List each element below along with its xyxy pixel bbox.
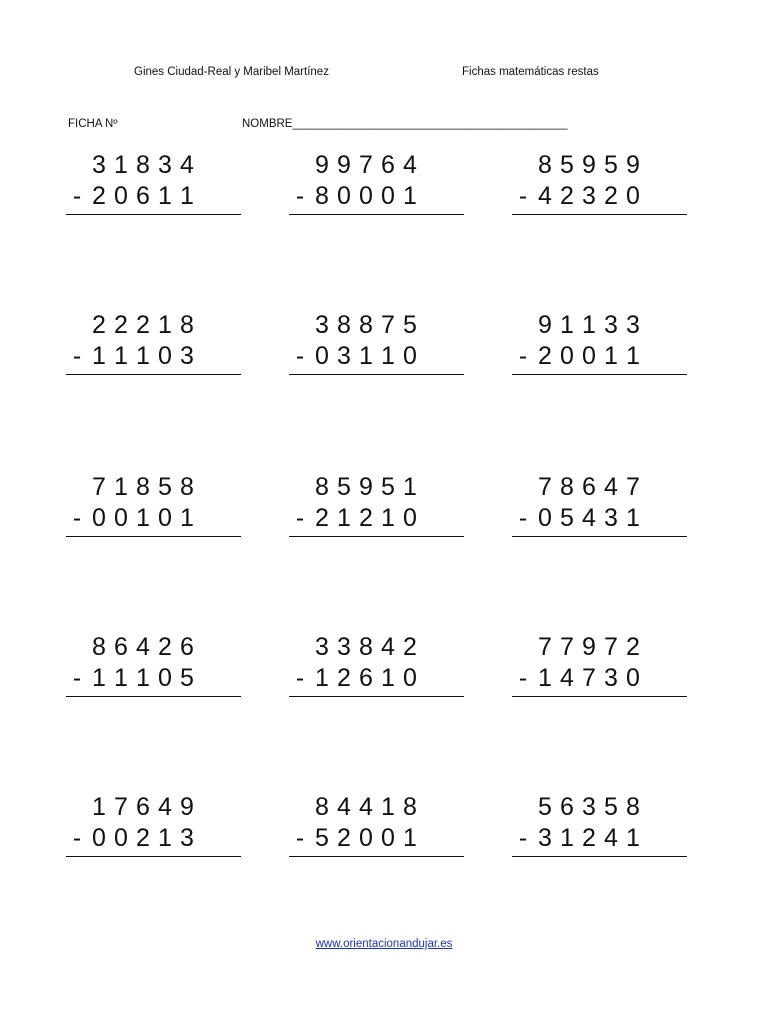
- ficha-number-label: FICHA Nº: [68, 118, 118, 130]
- minus-sign: -: [518, 182, 528, 210]
- digit: 3: [337, 633, 351, 661]
- minuend: [311, 792, 421, 822]
- digit: 7: [92, 473, 106, 501]
- minuend: [534, 632, 644, 662]
- digit: 3: [337, 342, 351, 370]
- digit: 7: [560, 633, 574, 661]
- digit: 7: [538, 473, 552, 501]
- digit: 2: [359, 504, 373, 532]
- subtrahend: [512, 663, 644, 693]
- digit: 0: [114, 504, 128, 532]
- minuend: [88, 472, 198, 502]
- digit: 5: [158, 473, 172, 501]
- digit: 2: [92, 182, 106, 210]
- subtraction-problem: [512, 310, 687, 390]
- digit: 2: [315, 504, 329, 532]
- minus-sign: -: [518, 824, 528, 852]
- digit: 0: [114, 824, 128, 852]
- digit: 1: [158, 824, 172, 852]
- digit: 1: [180, 182, 194, 210]
- digit: 1: [359, 342, 373, 370]
- subtraction-problem: [66, 472, 241, 552]
- answer-line: [512, 536, 687, 537]
- minuend: [534, 792, 644, 822]
- digit: 1: [114, 342, 128, 370]
- digit: 0: [92, 824, 106, 852]
- digit: 0: [626, 182, 640, 210]
- subtrahend: [512, 823, 644, 853]
- minuend: [534, 310, 644, 340]
- answer-line: [512, 214, 687, 215]
- digit: 0: [381, 182, 395, 210]
- digit: 8: [626, 793, 640, 821]
- answer-line: [512, 374, 687, 375]
- minus-sign: -: [295, 824, 305, 852]
- minuend: [534, 150, 644, 180]
- digit: 8: [315, 182, 329, 210]
- subtraction-problem: [289, 310, 464, 390]
- minus-sign: -: [295, 504, 305, 532]
- digit: 1: [114, 151, 128, 179]
- answer-line: [66, 856, 241, 857]
- digit: 0: [337, 182, 351, 210]
- answer-line: [289, 696, 464, 697]
- digit: 7: [381, 311, 395, 339]
- digit: 4: [381, 633, 395, 661]
- digit: 6: [359, 664, 373, 692]
- digit: 3: [158, 151, 172, 179]
- digit: 9: [180, 793, 194, 821]
- digit: 1: [158, 311, 172, 339]
- digit: 3: [626, 311, 640, 339]
- digit: 2: [582, 824, 596, 852]
- digit: 0: [92, 504, 106, 532]
- digit: 4: [582, 504, 596, 532]
- digit: 4: [604, 473, 618, 501]
- digit: 1: [315, 664, 329, 692]
- answer-line: [66, 536, 241, 537]
- answer-line: [289, 536, 464, 537]
- digit: 8: [136, 151, 150, 179]
- digit: 6: [136, 182, 150, 210]
- answer-line: [512, 856, 687, 857]
- minuend: [311, 310, 421, 340]
- subtrahend: [66, 341, 198, 371]
- minuend: [311, 632, 421, 662]
- digit: 3: [180, 342, 194, 370]
- subtraction-problem: [66, 632, 241, 712]
- minus-sign: -: [295, 182, 305, 210]
- minuend: [311, 472, 421, 502]
- digit: 4: [604, 824, 618, 852]
- digit: 1: [136, 342, 150, 370]
- answer-line: [289, 374, 464, 375]
- digit: 1: [403, 473, 417, 501]
- minuend: [88, 632, 198, 662]
- subtrahend: [512, 341, 644, 371]
- digit: 9: [337, 151, 351, 179]
- subtraction-problem: [289, 792, 464, 872]
- subtraction-problem: [66, 150, 241, 230]
- digit: 1: [92, 793, 106, 821]
- answer-line: [289, 856, 464, 857]
- digit: 1: [158, 182, 172, 210]
- digit: 6: [114, 633, 128, 661]
- subtrahend: [512, 181, 644, 211]
- answer-line: [66, 214, 241, 215]
- digit: 4: [158, 793, 172, 821]
- subtraction-problem: [66, 310, 241, 390]
- digit: 0: [158, 342, 172, 370]
- digit: 1: [114, 473, 128, 501]
- subtraction-problem: [289, 472, 464, 552]
- digit: 9: [538, 311, 552, 339]
- digit: 7: [538, 633, 552, 661]
- digit: 8: [92, 633, 106, 661]
- digit: 2: [136, 824, 150, 852]
- digit: 5: [337, 473, 351, 501]
- subtrahend: [66, 823, 198, 853]
- subtraction-problem: [512, 792, 687, 872]
- subtraction-problem: [289, 632, 464, 712]
- digit: 0: [538, 504, 552, 532]
- subtrahend: [289, 341, 421, 371]
- digit: 1: [180, 504, 194, 532]
- digit: 9: [582, 633, 596, 661]
- digit: 1: [403, 182, 417, 210]
- digit: 8: [359, 633, 373, 661]
- digit: 8: [136, 473, 150, 501]
- digit: 8: [403, 793, 417, 821]
- digit: 0: [560, 342, 574, 370]
- website-link[interactable]: www.orientacionandujar.es: [315, 938, 453, 950]
- digit: 5: [604, 793, 618, 821]
- digit: 9: [315, 151, 329, 179]
- minus-sign: -: [295, 342, 305, 370]
- digit: 1: [626, 342, 640, 370]
- digit: 3: [604, 664, 618, 692]
- digit: 3: [604, 504, 618, 532]
- digit: 5: [403, 311, 417, 339]
- digit: 2: [403, 633, 417, 661]
- digit: 8: [538, 151, 552, 179]
- digit: 3: [582, 182, 596, 210]
- digit: 0: [626, 664, 640, 692]
- digit: 0: [403, 504, 417, 532]
- digit: 1: [626, 504, 640, 532]
- digit: 3: [92, 151, 106, 179]
- subtraction-problem: [512, 632, 687, 712]
- digit: 4: [538, 182, 552, 210]
- digit: 1: [92, 664, 106, 692]
- digit: 3: [582, 793, 596, 821]
- digit: 2: [337, 824, 351, 852]
- minus-sign: -: [72, 504, 82, 532]
- subtrahend: [289, 503, 421, 533]
- minus-sign: -: [518, 504, 528, 532]
- digit: 1: [136, 664, 150, 692]
- answer-line: [66, 696, 241, 697]
- digit: 0: [158, 664, 172, 692]
- digit: 6: [180, 633, 194, 661]
- digit: 8: [359, 311, 373, 339]
- digit: 1: [381, 664, 395, 692]
- digit: 3: [180, 824, 194, 852]
- digit: 2: [337, 664, 351, 692]
- digit: 2: [114, 311, 128, 339]
- digit: 3: [315, 311, 329, 339]
- authors-text: Gines Ciudad-Real y Maribel Martínez: [134, 66, 329, 78]
- digit: 5: [381, 473, 395, 501]
- digit: 0: [403, 664, 417, 692]
- minus-sign: -: [72, 182, 82, 210]
- digit: 6: [136, 793, 150, 821]
- digit: 3: [538, 824, 552, 852]
- minus-sign: -: [72, 824, 82, 852]
- subtrahend: [66, 503, 198, 533]
- digit: 5: [560, 504, 574, 532]
- answer-line: [289, 214, 464, 215]
- digit: 0: [315, 342, 329, 370]
- digit: 1: [560, 311, 574, 339]
- digit: 8: [180, 473, 194, 501]
- minuend: [88, 792, 198, 822]
- digit: 0: [158, 504, 172, 532]
- digit: 3: [604, 311, 618, 339]
- subtraction-problem: [289, 150, 464, 230]
- subtrahend: [66, 663, 198, 693]
- digit: 2: [136, 311, 150, 339]
- digit: 1: [582, 311, 596, 339]
- digit: 5: [560, 151, 574, 179]
- digit: 1: [381, 793, 395, 821]
- digit: 4: [337, 793, 351, 821]
- digit: 9: [359, 473, 373, 501]
- digit: 1: [560, 824, 574, 852]
- digit: 4: [359, 793, 373, 821]
- digit: 2: [560, 182, 574, 210]
- digit: 4: [136, 633, 150, 661]
- minuend: [88, 310, 198, 340]
- digit: 4: [560, 664, 574, 692]
- digit: 0: [403, 342, 417, 370]
- digit: 7: [604, 633, 618, 661]
- minus-sign: -: [518, 664, 528, 692]
- footer: [0, 938, 768, 950]
- digit: 1: [604, 342, 618, 370]
- digit: 6: [560, 793, 574, 821]
- digit: 1: [92, 342, 106, 370]
- digit: 1: [626, 824, 640, 852]
- digit: 8: [315, 473, 329, 501]
- minuend: [534, 472, 644, 502]
- minuend: [88, 150, 198, 180]
- digit: 7: [359, 151, 373, 179]
- digit: 7: [114, 793, 128, 821]
- subtrahend: [512, 503, 644, 533]
- answer-line: [66, 374, 241, 375]
- digit: 9: [582, 151, 596, 179]
- subtraction-problem: [66, 792, 241, 872]
- digit: 1: [136, 504, 150, 532]
- digit: 1: [538, 664, 552, 692]
- digit: 5: [180, 664, 194, 692]
- digit: 1: [114, 664, 128, 692]
- digit: 1: [381, 342, 395, 370]
- digit: 5: [315, 824, 329, 852]
- digit: 2: [604, 182, 618, 210]
- minus-sign: -: [518, 342, 528, 370]
- name-field-label: NOMBRE___________________________________________: [242, 118, 568, 130]
- digit: 8: [315, 793, 329, 821]
- subtraction-problem: [512, 472, 687, 552]
- digit: 3: [315, 633, 329, 661]
- digit: 2: [538, 342, 552, 370]
- minus-sign: -: [72, 664, 82, 692]
- digit: 8: [180, 311, 194, 339]
- digit: 6: [381, 151, 395, 179]
- digit: 8: [560, 473, 574, 501]
- digit: 7: [582, 664, 596, 692]
- worksheet-title: Fichas matemáticas restas: [462, 66, 599, 78]
- digit: 2: [626, 633, 640, 661]
- digit: 6: [582, 473, 596, 501]
- digit: 0: [359, 824, 373, 852]
- digit: 2: [92, 311, 106, 339]
- digit: 1: [403, 824, 417, 852]
- digit: 4: [180, 151, 194, 179]
- digit: 2: [158, 633, 172, 661]
- digit: 7: [626, 473, 640, 501]
- digit: 5: [604, 151, 618, 179]
- digit: 9: [626, 151, 640, 179]
- minus-sign: -: [72, 342, 82, 370]
- subtrahend: [66, 181, 198, 211]
- digit: 0: [582, 342, 596, 370]
- minuend: [311, 150, 421, 180]
- subtrahend: [289, 823, 421, 853]
- digit: 0: [381, 824, 395, 852]
- subtraction-problem: [512, 150, 687, 230]
- subtrahend: [289, 663, 421, 693]
- minus-sign: -: [295, 664, 305, 692]
- digit: 1: [381, 504, 395, 532]
- digit: 8: [337, 311, 351, 339]
- digit: 1: [337, 504, 351, 532]
- digit: 4: [403, 151, 417, 179]
- digit: 0: [114, 182, 128, 210]
- answer-line: [512, 696, 687, 697]
- digit: 5: [538, 793, 552, 821]
- subtrahend: [289, 181, 421, 211]
- digit: 0: [359, 182, 373, 210]
